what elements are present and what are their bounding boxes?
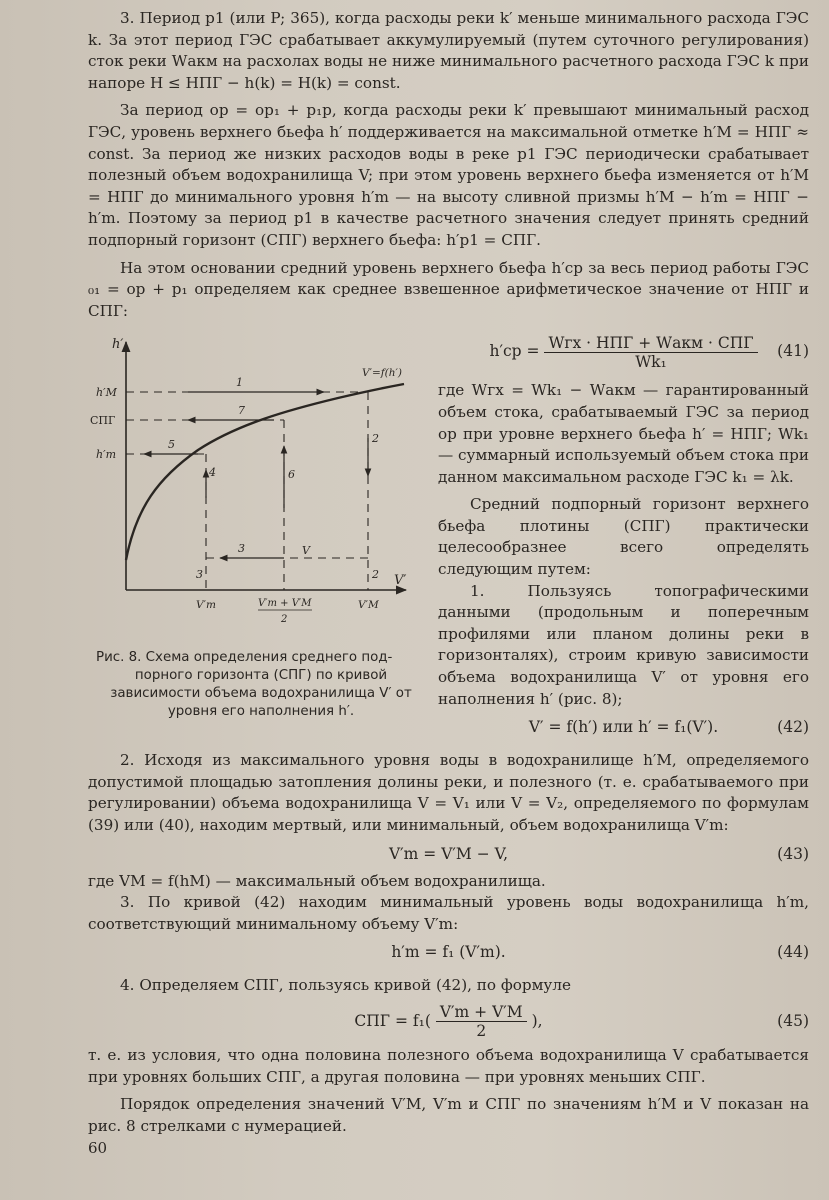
figure-caption [88, 649, 426, 721]
formula-43-body: V′m = V′M − V, [388, 844, 509, 863]
curve-label: V′=f(h′) [362, 367, 402, 380]
formula-45-rhs: ), [531, 1011, 543, 1030]
formula-44 [88, 935, 809, 969]
formula-43 [88, 837, 809, 871]
figure-and-text-row [88, 328, 809, 744]
paragraph-step-2: 2. Исходя из максимального уровня воды в водохранилище h′M, определяемого допустимой площадью затопления долины реки, и полезного (т. е. срабатываемого при регулировании) объема водохранилища V = V₁ или V = V₂, определяемого по формулам (39) или (40), находим мертвый, или минимальный, объем водохранилища V′m: [88, 751, 809, 834]
formula-43-number: (43) [777, 844, 809, 863]
formula-41-fraction [544, 334, 757, 371]
paragraph-step-3: 3. По кривой (42) находим минимальный уровень воды водохранилища h′m, соответствующий минимальному объему V′m: [88, 893, 809, 933]
paragraph-spg-method: Средний подпорный горизонт верхнего бьефа плотины (СПГ) практически целесообразнее всего определять следующим путем: [438, 495, 809, 579]
formula-42 [438, 710, 809, 744]
formula-45-number: (45) [777, 1011, 809, 1030]
paragraph-period-p1: 3. Период p1 (или P; 365), когда расходы реки k′ меньше минимального расхода ГЭС k. За этот период ГЭС срабатывает аккумулируемый (путем суточного регулирования) сток реки Wакм на расхолах воды не ниже минимального расчетного расхода ГЭС k при напоре H ≤ НПГ − h(k) = H(k) = const. [88, 9, 809, 92]
paragraph-period-op: За период op = op₁ + p₁p, когда расходы реки k′ превышают минимальный расход ГЭС, уровень верхнего бьефа h′ поддерживается на максимальной отметке h′M = НПГ ≈ const. За период же низких расходов воды в реке p1 ГЭС периодически срабатывает полезный объем водохранилища V; при этом уровень верхнего бьефа изменяется от h′M = НПГ до минимального уровня h′m — на высоту сливной призмы h′M − h′m = НПГ − h′m. Поэтому за период p1 в качестве расчетного значения следует принять средний подпорный горизонт (СПГ) верхнего бьефа: h′p1 = СПГ. [88, 101, 809, 249]
formula-45-denominator: 2 [476, 1022, 487, 1041]
label-vM: V′M [358, 599, 379, 612]
paragraph-step-4: 4. Определяем СПГ, пользуясь кривой (42), по формуле [120, 976, 572, 995]
arrow-label-3: 3 [238, 542, 245, 556]
figure-caption-rest: порного горизонта (СПГ) по кривой зависимости объема водохранилища V′ от уровня его наполнения h′. [110, 667, 412, 719]
label-vmid-den: 2 [281, 614, 288, 626]
label-hm: h′m [96, 448, 117, 462]
label-hM: h′M [96, 386, 117, 400]
formula-42-number: (42) [777, 718, 809, 737]
formula-44-body: h′m = f₁ (V′m). [391, 943, 506, 962]
paragraph-where-vm: где VM = f(hM) — максимальный объем водохранилища. [88, 871, 546, 890]
figure-caption-lead: Рис. 8. Схема определения среднего под- [96, 649, 393, 665]
paragraph-order: Порядок определения значений V′M, V′m и СПГ по значениям h′M и V показан на рис. 8 стрелками с нумерацией. [88, 1095, 809, 1135]
label-vmid-num: V′m + V′M [258, 598, 312, 610]
formula-45-fraction [436, 1003, 527, 1040]
formula-45-lhs: СПГ = f₁( [354, 1011, 431, 1030]
paragraph-step-1: 1. Пользуясь топографическими данными (продольным и поперечным профилями или планом долины реки в горизонталях), строим кривую зависимости объема водохранилища V′ от уровня его наполнения h′ (рис. 8); [438, 581, 809, 708]
side-text-column [426, 328, 809, 744]
paragraph-average-level: На этом основании средний уровень верхнего бьефа h′ср за весь период работы ГЭС ₀₁ = op + p₁ определяем как среднее взвешенное арифметическое значение от НПГ и СПГ: [88, 258, 809, 320]
arrow-label-3b: 3 [196, 568, 203, 582]
figure-8-chart [88, 328, 426, 638]
arrow-label-6: 6 [288, 468, 295, 482]
figure-column [88, 328, 426, 744]
x-axis-label: V′ [394, 573, 407, 589]
formula-41-lhs: h′ср = [489, 342, 540, 361]
formula-45 [88, 997, 809, 1045]
formula-41-numerator: Wгх · НПГ + Wакм · СПГ [544, 334, 757, 353]
y-axis-label: h′ [112, 337, 124, 353]
formula-41 [438, 328, 809, 374]
label-v: V [302, 544, 310, 558]
arrow-label-2b: 2 [372, 568, 379, 582]
formula-42-body: V′ = f(h′) или h′ = f₁(V′). [528, 718, 719, 737]
paragraph-half-volume: т. е. из условия, что одна половина полезного объема водохранилища V срабатывается при уровнях больших СПГ, а другая половина — при уровнях меньших СПГ. [88, 1045, 809, 1086]
label-spg: СПГ [90, 414, 116, 428]
paragraph-where-w: где Wгх = Wk₁ − Wакм — гарантированный объем стока, срабатываемый ГЭС за период op при уровне верхнего бьефа h′ = НПГ; Wk₁ — суммарный используемый объем стока при данном максимальном расходе ГЭС k₁ = λk. [438, 381, 809, 486]
formula-41-number: (41) [777, 342, 809, 361]
label-vm: V′m [196, 599, 216, 612]
formula-41-denominator: Wk₁ [635, 352, 667, 371]
formula-45-numerator: V′m + V′M [436, 1003, 527, 1022]
arrow-label-2: 2 [372, 432, 379, 446]
arrow-label-7: 7 [238, 404, 245, 418]
formula-44-number: (44) [777, 943, 809, 962]
arrow-label-4: 4 [209, 466, 216, 480]
volume-level-curve [126, 384, 404, 560]
page-number: 60 [88, 1139, 108, 1157]
arrow-label-5: 5 [168, 438, 175, 452]
arrow-label-1: 1 [236, 376, 243, 390]
